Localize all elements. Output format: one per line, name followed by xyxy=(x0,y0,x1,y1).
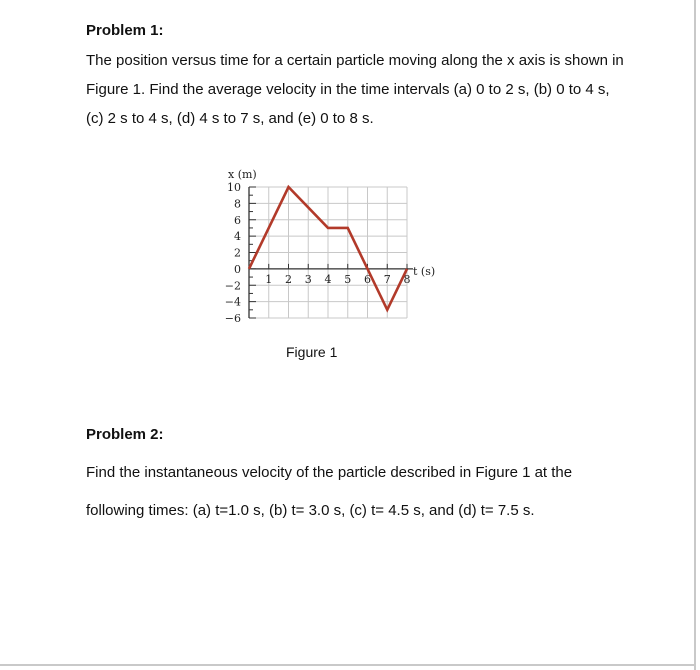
y-tick-label: −4 xyxy=(224,295,241,309)
y-tick-label: 2 xyxy=(234,246,241,260)
problem-1-line-1: The position versus time for a certain particle moving along the x axis is shown in xyxy=(86,52,624,69)
figure-caption: Figure 1 xyxy=(286,344,338,360)
y-tick-label: −6 xyxy=(224,312,241,325)
x-tick-label: 6 xyxy=(364,272,371,286)
x-tick-label: 4 xyxy=(324,272,332,286)
x-tick-label: 2 xyxy=(285,272,292,286)
problem-1-line-2: Figure 1. Find the average velocity in the time intervals (a) 0 to 2 s, (b) 0 to 4 s, xyxy=(86,81,610,98)
x-tick-label: 8 xyxy=(403,272,411,286)
problem-1-heading: Problem 1: xyxy=(86,22,164,39)
problem-1-line-3: (c) 2 s to 4 s, (d) 4 s to 7 s, and (e) 0 to 8 s. xyxy=(86,110,374,127)
problem-2-heading: Problem 2: xyxy=(86,426,164,443)
x-tick-label: 1 xyxy=(265,272,273,286)
y-tick-label: 6 xyxy=(234,213,241,227)
y-axis-label: x (m) xyxy=(228,168,257,181)
y-tick-label: 4 xyxy=(234,230,241,244)
x-tick-label: 7 xyxy=(383,272,391,286)
y-tick-label: −2 xyxy=(224,279,241,293)
y-tick-label: 0 xyxy=(234,262,241,276)
y-tick-label: 10 xyxy=(227,181,241,194)
problem-2-line-1: Find the instantaneous velocity of the particle described in Figure 1 at the xyxy=(86,464,573,481)
x-tick-label: 3 xyxy=(304,272,312,286)
x-tick-label: 5 xyxy=(344,272,352,286)
y-tick-label: 8 xyxy=(234,197,241,211)
problem-2-line-2: following times: (a) t=1.0 s, (b) t= 3.0 s, (c) t= 4.5 s, and (d) t= 7.5 s. xyxy=(86,502,535,519)
x-axis-label: t (s) xyxy=(413,265,436,278)
